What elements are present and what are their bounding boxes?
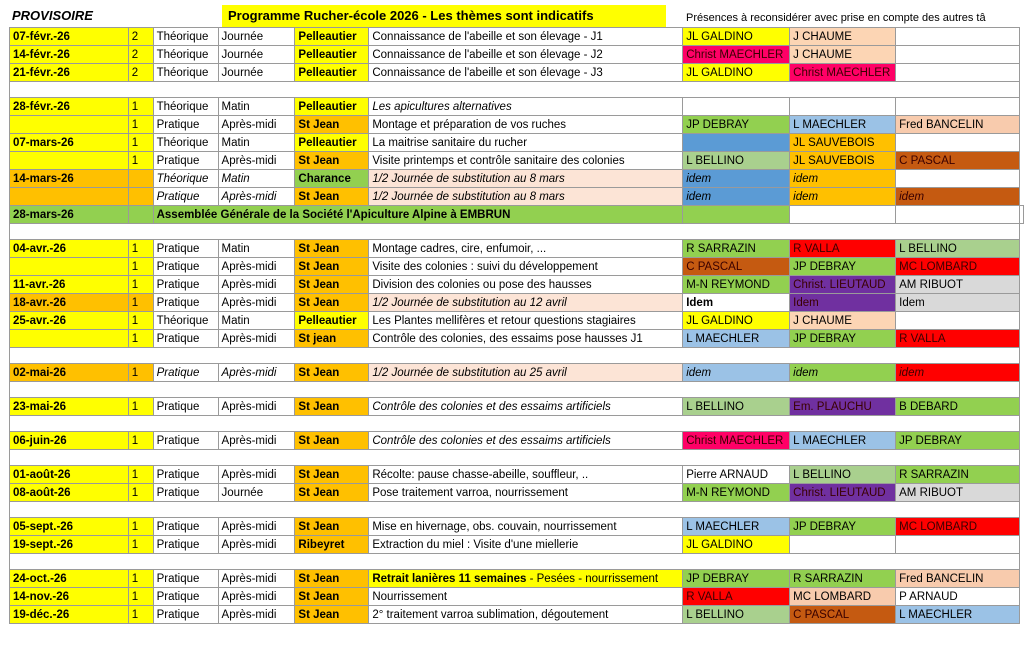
presence-cell: Idem	[683, 294, 790, 312]
presence-cell	[896, 206, 1020, 224]
presence-cell: Fred BANCELIN	[896, 570, 1020, 588]
table-row	[10, 330, 1024, 348]
presence-cell: R SARRAZIN	[683, 240, 790, 258]
session-count-cell: 1	[128, 116, 153, 134]
presence-cell	[896, 98, 1020, 116]
date-cell	[10, 188, 129, 206]
presence-cell: R VALLA	[683, 588, 790, 606]
table-row	[10, 152, 1024, 170]
presence-cell: JL GALDINO	[683, 64, 790, 82]
session-count-cell: 1	[128, 276, 153, 294]
session-count-cell	[128, 206, 153, 224]
theme-cell: 1/2 Journée de substitution au 8 mars	[369, 170, 683, 188]
type-cell: Pratique	[153, 188, 218, 206]
spacer-cell	[10, 348, 1020, 364]
theme-cell: La maitrise sanitaire du rucher	[369, 134, 683, 152]
presence-cell: J CHAUME	[790, 46, 896, 64]
lieu-cell: Pelleautier	[295, 312, 369, 330]
presence-cell: Em. PLAUCHU	[790, 398, 896, 416]
spacer-row	[10, 450, 1024, 466]
table-row	[10, 606, 1024, 624]
theme-cell: Division des colonies ou pose des hausses	[369, 276, 683, 294]
theme-cell: Les apicultures alternatives	[369, 98, 683, 116]
theme-cell: Connaissance de l'abeille et son élevage - J1	[369, 28, 683, 46]
type-cell: Théorique	[153, 46, 218, 64]
session-count-cell: 1	[128, 152, 153, 170]
presence-cell: C PASCAL	[896, 152, 1020, 170]
type-cell: Théorique	[153, 98, 218, 116]
presence-cell: L MAECHLER	[790, 432, 896, 450]
theme-cell: Visite printemps et contrôle sanitaire des colonies	[369, 152, 683, 170]
moment-cell: Journée	[218, 28, 295, 46]
lieu-cell: Charance	[295, 170, 369, 188]
presence-cell: C PASCAL	[790, 606, 896, 624]
presence-cell: Christ. LIEUTAUD	[790, 276, 896, 294]
date-cell	[10, 152, 129, 170]
presence-cell: idem	[790, 188, 896, 206]
schedule-table	[9, 27, 1024, 624]
presence-cell: Idem	[896, 294, 1020, 312]
presence-cell: L MAECHLER	[683, 330, 790, 348]
date-cell: 28-mars-26	[10, 206, 129, 224]
presence-cell: L MAECHLER	[683, 518, 790, 536]
presence-cell: L BELLINO	[790, 466, 896, 484]
session-count-cell: 1	[128, 606, 153, 624]
moment-cell: Après-midi	[218, 570, 295, 588]
presence-cell: JL GALDINO	[683, 536, 790, 554]
spacer-row	[10, 348, 1024, 364]
type-cell: Théorique	[153, 170, 218, 188]
presence-cell: idem	[896, 188, 1020, 206]
moment-cell: Matin	[218, 312, 295, 330]
type-cell: Théorique	[153, 134, 218, 152]
type-cell: Pratique	[153, 432, 218, 450]
type-cell: Pratique	[153, 570, 218, 588]
presence-cell	[790, 536, 896, 554]
date-cell: 14-nov.-26	[10, 588, 129, 606]
presence-cell: Christ MAECHLER	[683, 432, 790, 450]
presence-cell: L BELLINO	[896, 240, 1020, 258]
presence-cell: M-N REYMOND	[683, 276, 790, 294]
moment-cell: Après-midi	[218, 276, 295, 294]
moment-cell: Après-midi	[218, 116, 295, 134]
presence-cell: R SARRAZIN	[790, 570, 896, 588]
presence-cell: JP DEBRAY	[790, 518, 896, 536]
table-row	[10, 312, 1024, 330]
date-cell: 23-mai-26	[10, 398, 129, 416]
type-cell: Pratique	[153, 398, 218, 416]
lieu-cell: St Jean	[295, 276, 369, 294]
session-count-cell: 2	[128, 46, 153, 64]
moment-cell: Matin	[218, 170, 295, 188]
theme-cell: Contrôle des colonies, des essaims pose hausses J1	[369, 330, 683, 348]
session-count-cell	[128, 188, 153, 206]
spacer-row	[10, 416, 1024, 432]
table-row	[10, 134, 1024, 152]
presence-cell: J CHAUME	[790, 28, 896, 46]
table-row	[10, 188, 1024, 206]
presence-cell: idem	[790, 364, 896, 382]
date-cell: 19-déc.-26	[10, 606, 129, 624]
event-cell: Assemblée Générale de la Société l'Apiculture Alpine à EMBRUN	[153, 206, 683, 224]
type-cell: Théorique	[153, 312, 218, 330]
lieu-cell: St Jean	[295, 294, 369, 312]
session-count-cell: 2	[128, 64, 153, 82]
spacer-cell	[10, 224, 1020, 240]
presence-cell: MC LOMBARD	[896, 518, 1020, 536]
type-cell: Pratique	[153, 364, 218, 382]
session-count-cell: 1	[128, 312, 153, 330]
presence-cell: L MAECHLER	[896, 606, 1020, 624]
spacer-row	[10, 82, 1024, 98]
table-row	[10, 258, 1024, 276]
presence-cell: idem	[896, 364, 1020, 382]
theme-cell: 2° traitement varroa sublimation, dégoutement	[369, 606, 683, 624]
lieu-cell: St Jean	[295, 240, 369, 258]
session-count-cell: 1	[128, 432, 153, 450]
presence-cell: idem	[790, 170, 896, 188]
type-cell: Pratique	[153, 152, 218, 170]
session-count-cell: 1	[128, 364, 153, 382]
presence-cell: JP DEBRAY	[683, 116, 790, 134]
type-cell: Pratique	[153, 536, 218, 554]
presence-cell	[896, 170, 1020, 188]
presence-cell: Christ MAECHLER	[790, 64, 896, 82]
session-count-cell: 2	[128, 28, 153, 46]
date-cell	[10, 330, 129, 348]
presence-cell: AM RIBUOT	[896, 484, 1020, 502]
program-title: Programme Rucher-école 2026 - Les thèmes sont indicatifs	[222, 5, 666, 27]
theme-cell: Récolte: pause chasse-abeille, souffleur, ..	[369, 466, 683, 484]
lieu-cell: Pelleautier	[295, 98, 369, 116]
table-row	[10, 398, 1024, 416]
lieu-cell: St Jean	[295, 484, 369, 502]
moment-cell: Après-midi	[218, 606, 295, 624]
moment-cell: Journée	[218, 64, 295, 82]
type-cell: Pratique	[153, 588, 218, 606]
date-cell: 06-juin-26	[10, 432, 129, 450]
date-cell: 05-sept.-26	[10, 518, 129, 536]
lieu-cell: St Jean	[295, 188, 369, 206]
spacer-row	[10, 502, 1024, 518]
type-cell: Pratique	[153, 330, 218, 348]
presence-cell: Fred BANCELIN	[896, 116, 1020, 134]
lieu-cell: St Jean	[295, 570, 369, 588]
date-cell: 24-oct.-26	[10, 570, 129, 588]
moment-cell: Après-midi	[218, 258, 295, 276]
presence-cell	[896, 536, 1020, 554]
session-count-cell: 1	[128, 536, 153, 554]
presence-cell: idem	[683, 188, 790, 206]
table-row	[10, 240, 1024, 258]
moment-cell: Après-midi	[218, 294, 295, 312]
session-count-cell: 1	[128, 294, 153, 312]
session-count-cell: 1	[128, 330, 153, 348]
presence-cell: M-N REYMOND	[683, 484, 790, 502]
presence-cell	[896, 46, 1020, 64]
date-cell: 07-mars-26	[10, 134, 129, 152]
date-cell: 02-mai-26	[10, 364, 129, 382]
table-row	[10, 28, 1024, 46]
presence-cell: JP DEBRAY	[683, 570, 790, 588]
table-row	[10, 588, 1024, 606]
session-count-cell: 1	[128, 134, 153, 152]
presence-cell: P ARNAUD	[896, 588, 1020, 606]
theme-cell: Nourrissement	[369, 588, 683, 606]
lieu-cell: St Jean	[295, 466, 369, 484]
date-cell: 25-avr.-26	[10, 312, 129, 330]
presence-cell: R VALLA	[790, 240, 896, 258]
moment-cell: Après-midi	[218, 466, 295, 484]
spacer-cell	[10, 416, 1020, 432]
date-cell: 07-févr.-26	[10, 28, 129, 46]
presence-cell	[683, 134, 790, 152]
type-cell: Pratique	[153, 466, 218, 484]
presence-cell: JL SAUVEBOIS	[790, 134, 896, 152]
presence-cell	[896, 312, 1020, 330]
moment-cell: Matin	[218, 134, 295, 152]
lieu-cell: St Jean	[295, 364, 369, 382]
session-count-cell: 1	[128, 398, 153, 416]
moment-cell: Après-midi	[218, 432, 295, 450]
session-count-cell: 1	[128, 258, 153, 276]
session-count-cell: 1	[128, 484, 153, 502]
session-count-cell: 1	[128, 240, 153, 258]
date-cell: 21-févr.-26	[10, 64, 129, 82]
spacer-cell	[10, 382, 1020, 398]
type-cell: Théorique	[153, 64, 218, 82]
theme-cell: 1/2 Journée de substitution au 12 avril	[369, 294, 683, 312]
moment-cell: Après-midi	[218, 330, 295, 348]
table-row	[10, 570, 1024, 588]
moment-cell: Après-midi	[218, 536, 295, 554]
spacer-cell	[10, 554, 1020, 570]
presence-cell	[790, 206, 896, 224]
table-row	[10, 276, 1024, 294]
moment-cell: Après-midi	[218, 518, 295, 536]
presence-cell: idem	[683, 364, 790, 382]
date-cell: 14-févr.-26	[10, 46, 129, 64]
lieu-cell: St Jean	[295, 258, 369, 276]
session-count-cell: 1	[128, 518, 153, 536]
lieu-cell: St Jean	[295, 116, 369, 134]
presence-cell: JL GALDINO	[683, 312, 790, 330]
type-cell: Pratique	[153, 276, 218, 294]
presence-cell: B DEBARD	[896, 398, 1020, 416]
date-cell: 14-mars-26	[10, 170, 129, 188]
lieu-cell: Pelleautier	[295, 134, 369, 152]
presence-cell: Christ. LIEUTAUD	[790, 484, 896, 502]
theme-cell: Extraction du miel : Visite d'une miellerie	[369, 536, 683, 554]
lieu-cell: Pelleautier	[295, 46, 369, 64]
spacer-row	[10, 224, 1024, 240]
lieu-cell: St Jean	[295, 432, 369, 450]
table-row	[10, 206, 1024, 224]
type-cell: Pratique	[153, 606, 218, 624]
presence-cell: R VALLA	[896, 330, 1020, 348]
presence-cell	[790, 98, 896, 116]
presence-cell: Pierre ARNAUD	[683, 466, 790, 484]
spacer-row	[10, 382, 1024, 398]
presence-cell: L BELLINO	[683, 398, 790, 416]
theme-cell	[369, 570, 683, 588]
type-cell: Théorique	[153, 28, 218, 46]
theme-cell: Connaissance de l'abeille et son élevage - J3	[369, 64, 683, 82]
presence-cell	[896, 28, 1020, 46]
theme-cell: Pose traitement varroa, nourrissement	[369, 484, 683, 502]
theme-cell: Montage et préparation de vos ruches	[369, 116, 683, 134]
presence-cell: J CHAUME	[790, 312, 896, 330]
type-cell: Pratique	[153, 518, 218, 536]
event-cell-extra	[683, 206, 790, 224]
lieu-cell: Ribeyret	[295, 536, 369, 554]
date-cell: 11-avr.-26	[10, 276, 129, 294]
session-count-cell: 1	[128, 588, 153, 606]
table-row	[10, 46, 1024, 64]
type-cell: Pratique	[153, 240, 218, 258]
presence-cell: Idem	[790, 294, 896, 312]
theme-extra-text: - Pesées - nourrissement	[526, 572, 659, 585]
table-row	[10, 294, 1024, 312]
moment-cell: Matin	[218, 98, 295, 116]
theme-cell: Contrôle des colonies et des essaims artificiels	[369, 398, 683, 416]
theme-cell: 1/2 Journée de substitution au 8 mars	[369, 188, 683, 206]
provisoire-label: PROVISOIRE	[12, 8, 93, 23]
theme-cell: 1/2 Journée de substitution au 25 avril	[369, 364, 683, 382]
presence-cell: JP DEBRAY	[896, 432, 1020, 450]
lieu-cell: St Jean	[295, 398, 369, 416]
lieu-cell: Pelleautier	[295, 64, 369, 82]
presence-cell	[683, 98, 790, 116]
table-row	[10, 98, 1024, 116]
theme-cell: Connaissance de l'abeille et son élevage - J2	[369, 46, 683, 64]
session-count-cell: 1	[128, 466, 153, 484]
presence-cell: L MAECHLER	[790, 116, 896, 134]
lieu-cell: Pelleautier	[295, 28, 369, 46]
table-row	[10, 432, 1024, 450]
table-row	[10, 466, 1024, 484]
date-cell: 18-avr.-26	[10, 294, 129, 312]
lieu-cell: St Jean	[295, 152, 369, 170]
presence-cell: idem	[683, 170, 790, 188]
table-row	[10, 484, 1024, 502]
moment-cell: Journée	[218, 484, 295, 502]
session-count-cell	[128, 170, 153, 188]
lieu-cell: St jean	[295, 330, 369, 348]
presence-cell	[896, 64, 1020, 82]
presence-cell: R SARRAZIN	[896, 466, 1020, 484]
table-row	[10, 364, 1024, 382]
type-cell: Pratique	[153, 484, 218, 502]
session-count-cell: 1	[128, 98, 153, 116]
moment-cell: Après-midi	[218, 588, 295, 606]
date-cell: 08-août-26	[10, 484, 129, 502]
table-row	[10, 518, 1024, 536]
theme-main-text: Retrait lanières 11 semaines	[372, 572, 527, 585]
spacer-cell	[10, 82, 1020, 98]
theme-cell: Visite des colonies : suivi du développement	[369, 258, 683, 276]
moment-cell: Après-midi	[218, 188, 295, 206]
presence-cell: MC LOMBARD	[790, 588, 896, 606]
lieu-cell: St Jean	[295, 606, 369, 624]
date-cell: 01-août-26	[10, 466, 129, 484]
theme-cell: Les Plantes mellifères et retour questions stagiaires	[369, 312, 683, 330]
date-cell: 28-févr.-26	[10, 98, 129, 116]
table-row	[10, 170, 1024, 188]
presence-cell: C PASCAL	[683, 258, 790, 276]
moment-cell: Matin	[218, 240, 295, 258]
session-count-cell: 1	[128, 570, 153, 588]
presence-cell: MC LOMBARD	[896, 258, 1020, 276]
presence-cell: L BELLINO	[683, 606, 790, 624]
theme-cell: Contrôle des colonies et des essaims artificiels	[369, 432, 683, 450]
moment-cell: Après-midi	[218, 364, 295, 382]
presence-cell: AM RIBUOT	[896, 276, 1020, 294]
moment-cell: Journée	[218, 46, 295, 64]
lieu-cell: St Jean	[295, 588, 369, 606]
presence-cell: JL SAUVEBOIS	[790, 152, 896, 170]
presence-cell: JP DEBRAY	[790, 330, 896, 348]
presence-cell: L BELLINO	[683, 152, 790, 170]
spacer-cell	[10, 450, 1020, 466]
moment-cell: Après-midi	[218, 398, 295, 416]
presence-cell: JL GALDINO	[683, 28, 790, 46]
table-row	[10, 536, 1024, 554]
type-cell: Pratique	[153, 116, 218, 134]
presence-cell: JP DEBRAY	[790, 258, 896, 276]
date-cell	[10, 116, 129, 134]
type-cell: Pratique	[153, 294, 218, 312]
lieu-cell: St Jean	[295, 518, 369, 536]
type-cell: Pratique	[153, 258, 218, 276]
date-cell: 19-sept.-26	[10, 536, 129, 554]
presence-cell: Christ MAECHLER	[683, 46, 790, 64]
date-cell: 04-avr.-26	[10, 240, 129, 258]
table-row	[10, 116, 1024, 134]
theme-cell: Montage cadres, cire, enfumoir, ...	[369, 240, 683, 258]
table-row	[10, 64, 1024, 82]
presence-cell	[896, 134, 1020, 152]
date-cell	[10, 258, 129, 276]
spacer-row	[10, 554, 1024, 570]
moment-cell: Après-midi	[218, 152, 295, 170]
spacer-cell	[10, 502, 1020, 518]
presences-note: Présences à reconsidérer avec prise en compte des autres tâ	[686, 12, 986, 24]
presence-cell	[1020, 206, 1024, 224]
theme-cell: Mise en hivernage, obs. couvain, nourrissement	[369, 518, 683, 536]
